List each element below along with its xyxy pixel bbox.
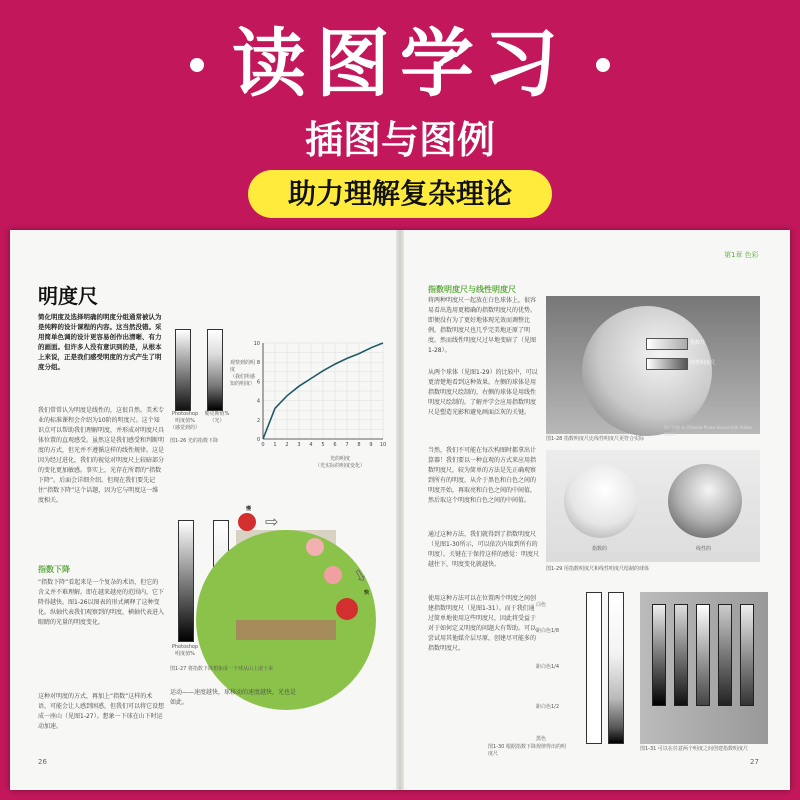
label-value-pct-2: 明度值% xyxy=(175,651,195,657)
banner-subtitle: 插图与图例 xyxy=(304,118,495,162)
label-light: （光） xyxy=(209,418,225,424)
chart-x-tick-label: 6 xyxy=(333,442,337,448)
chart-xlabel-note: （光实际的明度变化） xyxy=(314,463,365,469)
intro-paragraph: 简化明度及选择明确的明度分组通常被认为是纯粹的设计课程的内容。这当然没错。采用简单色调的设计更容易创作出清晰、有力的画面。但许多人没有意识到的是，从根本上来说，正是我们感受明度的方式产生了明度分组。 xyxy=(38,313,162,371)
fig126-caption: 图1-26 光的指数下降 xyxy=(170,438,218,444)
arrow-right-icon: ⇨ xyxy=(265,512,279,531)
label-munsell: 勒克斯值% xyxy=(204,411,230,417)
exponential-swatch xyxy=(646,338,688,350)
open-book xyxy=(10,230,790,790)
label-sphere-exponential: 指数的 xyxy=(592,546,608,552)
fig130-caption: 图1-30 根据指数下降规律得出的明度尺 xyxy=(488,744,566,757)
sphere-photo xyxy=(546,296,760,437)
left-page xyxy=(10,230,396,790)
photo-credit: 照片拍摄 © Orlando Photo House/来源 Adobe Stock xyxy=(664,425,753,437)
chart-ylabel-note: （我们所感知的明度） xyxy=(230,374,256,387)
label-value-pct: 明度值% xyxy=(175,418,195,424)
label-fast: 快 xyxy=(364,590,370,596)
fig129-caption: 图1-29 用指数明度尺和线性明度尺绘制的球体 xyxy=(546,566,649,572)
label-photoshop-2: Photoshop xyxy=(171,644,199,650)
chart-ylabel: 观察到的明度 xyxy=(230,360,256,373)
photo-scale-2 xyxy=(674,604,688,706)
chart-y-tick-label: 8 xyxy=(256,360,260,367)
chart-x-tick-label: 8 xyxy=(357,442,361,448)
arrow-down-icon: ⇨ xyxy=(349,564,373,587)
subheading-exponential: 指数下降 xyxy=(38,565,70,574)
chart-y-tick-label: 10 xyxy=(253,341,260,347)
running-head: 第1章 色彩 xyxy=(724,251,759,259)
right-paragraph-4: 通过这种方法，我们就得到了指数明度尺（见图1-30所示，可以依次内取到所有的明度）。关键在于保持这样的感觉：明度尺越往下，明度变化就越快。 xyxy=(428,531,540,568)
page-number-right: 27 xyxy=(750,758,759,766)
photo-scale-4 xyxy=(718,604,732,706)
photo-sphere xyxy=(582,306,712,436)
stepped-scale-gradient xyxy=(608,592,624,744)
fig127-caption: 图1-27 将指数下降想象成一个球从山上滚下来 xyxy=(170,666,273,672)
ball-mid-1 xyxy=(306,538,324,556)
chart-y-tick-label: 0 xyxy=(256,437,260,443)
chart-y-tick-label: 4 xyxy=(256,398,260,405)
spheres-comparison xyxy=(546,450,760,562)
body-paragraph-3: “指数下降”看起来是一个复杂的术语，但它的含义并不难理解。即在越来越亮的范围内，它下降得越快。图1-26以图表的形式阐释了这种变化。纵轴代表我们观察到的明度，横轴代表进入眼睛的光量的明度变化。 xyxy=(38,579,165,626)
label-slow: 慢 xyxy=(246,506,252,512)
right-paragraph-3: 当然，我们不可能在每次构图时都拿出计算器！我们要以一种直观的方式来应用指数明度尺。较为简单的方法是先正确观察到所有的明度，从介于黑色和白色之间的明度开始，再取亮和白色之间的中间值，然后取这个明度和白色之间的中间值。 xyxy=(428,447,537,504)
sphere-linear xyxy=(668,464,742,538)
sphere-exponential xyxy=(564,464,638,538)
section-heading: 明度尺 xyxy=(38,284,98,308)
scale-label-black: 黑色 xyxy=(536,736,547,742)
chart-x-tick-label: 7 xyxy=(345,442,349,448)
label-linear-scale: 线性明度尺 xyxy=(690,360,716,366)
body-paragraph: 我们常常认为明度是线性的，这很自然。美术专业的标准课程会介绍为10阶的明度尺。这个知识点可以帮助我们理解明度，并形成对明度尺具体位置的直观感受。虽然这是我们感受和判断明度的方式，但光并不遵循这样的线性规律。这是因为经过进化，我们的视觉对明度尺上较暗部分的变化更加敏感。事实上，光存在所谓的“指数下降”。后面会详细介绍。但现在我们要先记住“指数下降”这个话题，因为它与明度这一维度相关。 xyxy=(38,407,165,504)
right-page xyxy=(404,230,790,790)
label-photoshop: Photoshop xyxy=(171,411,199,417)
photo-scale-1 xyxy=(652,604,666,706)
value-scale-photoshop xyxy=(175,329,191,411)
scale-label-half: 距白色1/2 xyxy=(536,704,560,710)
chart-x-tick-label: 2 xyxy=(285,442,289,448)
chart-xlabel: 光的明度 xyxy=(329,456,350,462)
chart-x-tick-label: 5 xyxy=(321,442,325,448)
ball-top xyxy=(238,513,256,531)
banner-tagline: 助力理解复杂理论 xyxy=(248,170,552,218)
value-scale-munsell xyxy=(207,329,223,411)
scale-label-eighth: 距白色1/8 xyxy=(536,628,560,634)
chart-x-tick-label: 3 xyxy=(297,442,301,448)
right-paragraph-1: 将两种明度尺一起放在白色球体上，很容易看出选用更精确的指数明度尺的优势。即便没有为了更好地体现光效而调整比例，指数明度尺也几乎完美地还原了明度。然而线性明度尺过早地变暗了（见图1-28）。 xyxy=(428,297,537,354)
page-number-left: 26 xyxy=(38,758,47,766)
chart-y-tick-label: 6 xyxy=(256,379,260,386)
label-observed: （感觉到的） xyxy=(169,425,200,431)
chart-x-tick-label: 0 xyxy=(261,442,265,448)
right-paragraph-5: 使用这种方法可以在位置两个明度之间创建指数明度尺（见图1-31）。而于我们通过简单地使用这些明度尺，因此将受益于对于如何定义明度的问题大有帮助。可以尝试用其他媒介层尽原，创建尽可能多的指数明度尺。 xyxy=(428,595,537,652)
ball-bottom xyxy=(336,598,358,620)
linear-swatch xyxy=(646,358,688,370)
book-gutter xyxy=(396,230,404,790)
scales-photo xyxy=(640,592,768,744)
promo-banner xyxy=(0,0,800,232)
fig128-caption: 图1-28 指数明度尺比线性明度尺更符合实际 xyxy=(546,436,644,442)
bullet-dot-right xyxy=(596,58,610,72)
scale-label-quarter: 距白色1/4 xyxy=(536,664,560,670)
chart-x-tick-label: 10 xyxy=(379,442,387,448)
chart-x-tick-label: 9 xyxy=(369,442,373,448)
fig127-note: 运动——速度越快，球移动的速度越快，光也是如此。 xyxy=(170,689,297,706)
label-exponential-scale: 指数尺 xyxy=(690,340,706,346)
chart-x-tick-label: 4 xyxy=(309,442,313,448)
right-paragraph-2: 从两个球体（见图1-29）的比较中，可以更清楚地看到这种效果。左侧的球体是用指数明度尺绘制的，右侧的球体是用线性明度尺绘制的。了解并学会应用指数明度尺是塑造光影和避免画面泛灰的关键。 xyxy=(428,369,538,416)
stepped-scale-outline xyxy=(586,592,602,744)
photo-scale-5 xyxy=(740,604,754,706)
label-sphere-linear: 线性的 xyxy=(696,546,712,552)
banner-title: 读图学习 xyxy=(232,21,568,107)
body-paragraph-4: 这种对明度的方式，再加上“指数”这样的术语，可能会让人感到困惑，但我们可以将它设想成一座山（见图1-27）。想象一下球在山下时运动加速。 xyxy=(38,693,165,730)
ball-mid-2 xyxy=(324,566,342,584)
fig131-caption: 图1-31 可以在任意两个明度之间创建指数明度尺 xyxy=(640,746,748,752)
photo-scale-3 xyxy=(696,604,710,706)
gradient-strip-1 xyxy=(178,520,194,642)
chart-y-tick-label: 2 xyxy=(256,417,260,424)
ground xyxy=(236,620,336,640)
subheading-scales: 指数明度尺与线性明度尺 xyxy=(428,285,516,294)
chart-x-tick-label: 1 xyxy=(273,442,277,448)
scale-label-white: 白色 xyxy=(536,602,547,608)
